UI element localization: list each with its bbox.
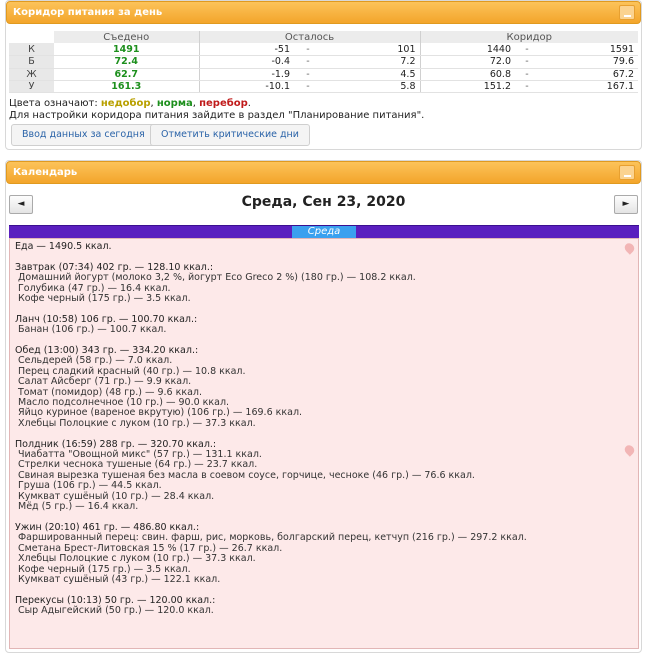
row-label: Б [9,56,54,68]
corridor-to: 67.2 [539,68,638,80]
meal-title: Ужин (20:10) 461 гр. — 486.80 ккал.: [15,521,200,533]
meal-item: Кофе черный (175 гр.) — 3.5 ккал. [18,293,191,305]
legend-under: недобор [100,98,151,109]
meal-item: Банан (106 гр.) — 100.7 ккал. [18,324,167,336]
calendar-panel [5,160,642,653]
corridor-sep: - [515,81,539,93]
meal-item: Голубика (47 гр.) — 16.4 ккал. [18,282,171,294]
meal-item: Домашний йогурт (молоко 3,2 %, йогурт Eco Greco 2 %) (180 гр.) — 108.2 ккал. [18,272,416,284]
remaining-sep: - [294,56,322,68]
remaining-to: 5.8 [322,81,420,93]
color-legend [9,98,424,122]
legend-separator: , [192,98,200,109]
meal-item: Фаршированный перец: свин. фарш, рис, морковь, болгарский перец, кетчуп (216 гр.) — 297.2 ккал. [18,532,527,544]
meal-block [15,315,633,336]
corridor-sep: - [515,56,539,68]
legend-separator: , [150,98,157,109]
meal-block [15,440,633,513]
meal-title: Полдник (16:59) 288 гр. — 320.70 ккал.: [15,438,217,450]
legend-over: перебор [199,98,248,109]
settings-hint: Для настройки коридора питания зайдите в раздел "Планирование питания". [9,110,425,121]
corridor-panel-header [6,1,641,24]
legend-end: . [247,98,251,109]
food-total: Еда — 1490.5 ккал. [15,241,112,252]
current-date: Среда, Сен 23, 2020 [241,194,406,210]
remaining-to: 101 [322,43,420,55]
meal-item: Яйцо куриное (вареное вкрутую) (106 гр.) — 169.6 ккал. [18,407,303,419]
remaining-from: -0.4 [199,56,294,68]
col-corridor: Коридор [420,31,638,43]
day-entries [9,238,639,649]
corridor-from: 151.2 [420,81,515,93]
remaining-sep: - [294,81,322,93]
row-label: Ж [9,68,54,80]
calendar-panel-title: Календарь [13,167,78,178]
col-remaining: Осталось [199,31,420,43]
meal-block [15,346,633,429]
eaten-value: 62.7 [54,68,199,80]
corridor-table-header [9,31,638,43]
remaining-sep: - [294,68,322,80]
meal-item: Перец сладкий красный (40 гр.) — 10.8 ккал. [18,365,246,377]
remaining-from: -51 [199,43,294,55]
corridor-from: 72.0 [420,56,515,68]
legend-norm: норма [156,98,193,109]
collapse-corridor-button[interactable] [619,5,635,20]
remaining-from: -1.9 [199,68,294,80]
remaining-from: -10.1 [199,81,294,93]
corridor-from: 1440 [420,43,515,55]
row-label: К [9,43,54,55]
eaten-value: 161.3 [54,81,199,93]
meal-title: Ланч (10:58) 106 гр. — 100.70 ккал.: [15,313,198,325]
remaining-to: 4.5 [322,68,420,80]
corridor-table [9,31,638,93]
col-eaten: Съедено [54,31,199,43]
arrow-left-icon: ◄ [17,199,25,209]
meal-item: Масло подсолнечное (10 гр.) — 90.0 ккал. [18,397,230,409]
day-tab[interactable]: Среда [292,226,356,250]
meal-item: Томат (помидор) (48 гр.) — 9.6 ккал. [18,386,202,398]
arrow-right-icon: ► [622,199,630,209]
remaining-sep: - [294,43,322,55]
meal-item: Кумкват сушёный (10 гр.) — 28.4 ккал. [18,490,215,502]
legend-line [9,98,424,110]
meal-item: Хлебцы Полоцкие с луком (10 гр.) — 37.3 ккал. [18,417,256,429]
row-label: У [9,81,54,93]
input-today-button[interactable]: Ввод данных за сегодня [11,124,156,146]
table-row [9,68,638,80]
legend-prefix: Цвета означают: [9,98,101,109]
meal-item: Салат Айсберг (71 гр.) — 9.9 ккал. [18,376,192,388]
meal-item: Груша (106 гр.) — 44.5 ккал. [18,480,162,492]
meal-item: Свиная вырезка тушеная без масла в соевом соусе, горчице, чесноке (46 гр.) — 76.6 ккал. [18,469,475,481]
meal-item: Сметана Брест-Литовская 15 % (17 гр.) — 26.7 ккал. [18,542,283,554]
meal-item: Мёд (5 гр.) — 16.4 ккал. [18,501,139,513]
meal-title: Перекусы (10:13) 50 гр. — 120.00 ккал.: [15,594,216,606]
corridor-panel [5,0,642,150]
corridor-to: 167.1 [539,81,638,93]
meal-block [15,523,633,585]
collapse-calendar-button[interactable] [619,165,635,180]
corridor-panel-title: Коридор питания за день [13,7,163,18]
remaining-to: 7.2 [322,56,420,68]
meal-block [15,263,633,305]
meal-block [15,596,633,617]
eaten-value: 72.4 [54,56,199,68]
table-row [9,43,638,55]
mark-critical-days-button[interactable]: Отметить критические дни [150,124,310,146]
meal-item: Кумкват сушёный (43 гр.) — 122.1 ккал. [18,573,221,585]
corridor-sep: - [515,43,539,55]
eaten-value: 1491 [54,43,199,55]
table-row [9,56,638,68]
day-header-bar [9,225,639,238]
corridor-to: 79.6 [539,56,638,68]
meal-item: Хлебцы Полоцкие с луком (10 гр.) — 37.3 ккал. [18,553,256,565]
corridor-to: 1591 [539,43,638,55]
corridor-sep: - [515,68,539,80]
calendar-panel-header [6,161,641,184]
meal-item: Сыр Адыгейский (50 гр.) — 120.0 ккал. [18,605,214,617]
corridor-from: 60.8 [420,68,515,80]
meal-title: Завтрак (07:34) 402 гр. — 128.10 ккал.: [15,261,214,273]
meal-title: Обед (13:00) 343 гр. — 334.20 ккал.: [15,345,199,357]
meal-list [15,263,633,617]
meal-item: Сельдерей (58 гр.) — 7.0 ккал. [18,355,173,367]
meal-item: Кофе черный (175 гр.) — 3.5 ккал. [18,563,191,575]
next-day-button[interactable] [614,195,638,214]
meal-item: Чиабатта "Овощной микс" (57 гр.) — 131.1 ккал. [18,449,262,461]
table-row [9,81,638,93]
meal-item: Стрелки чеснока тушеные (64 гр.) — 23.7 ккал. [18,459,258,471]
